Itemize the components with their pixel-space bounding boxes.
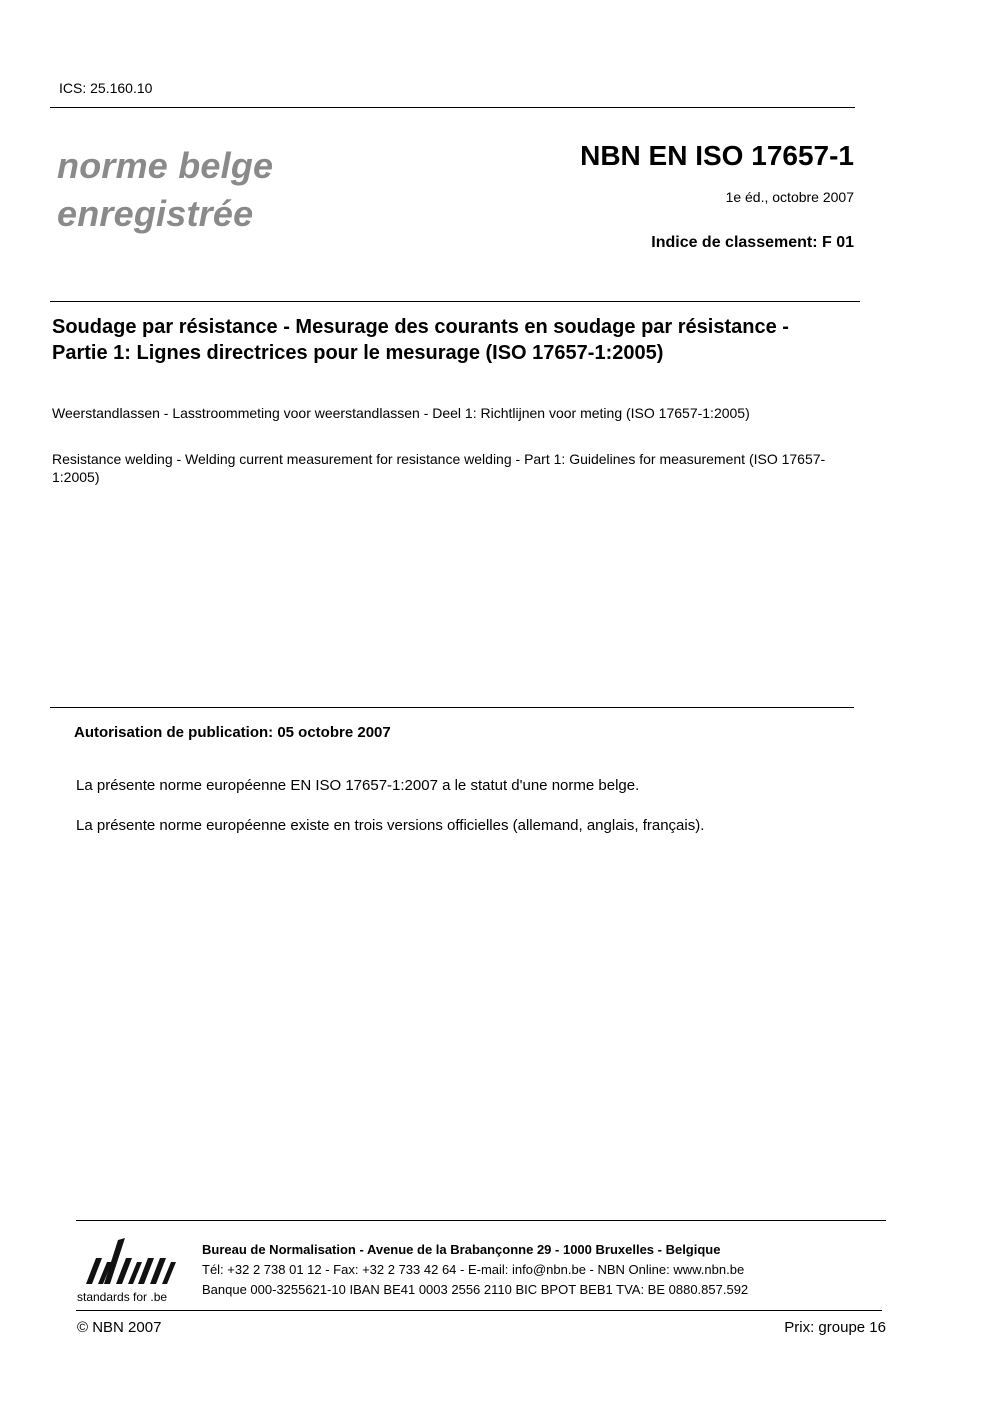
copyright: © NBN 2007 (77, 1319, 162, 1336)
footer-divider (76, 1220, 886, 1221)
title-dutch: Weerstandlassen - Lasstroommeting voor weerstandlassen - Deel 1: Richtlijnen voor meting (ISO 17657-1:2005) (52, 405, 750, 421)
title-divider (50, 301, 860, 302)
authorisation-divider (50, 707, 854, 708)
edition-date: 1e éd., octobre 2007 (725, 189, 854, 205)
publication-authorisation: Autorisation de publication: 05 octobre 2007 (74, 724, 391, 741)
price-group: Prix: groupe 16 (784, 1319, 886, 1336)
standard-number: NBN EN ISO 17657-1 (580, 140, 854, 171)
versions-paragraph: La présente norme européenne existe en trois versions officielles (allemand, anglais, français). (76, 817, 705, 834)
brand-line-1: norme belge (57, 145, 274, 186)
brand-line-2: enregistrée (57, 193, 254, 234)
bank-details: Banque 000-3255621-10 IBAN BE41 0003 2556 2110 BIC BPOT BEB1 TVA: BE 0880.857.592 (202, 1282, 749, 1297)
logo-tagline: standards for .be (77, 1290, 168, 1304)
contact-details: Tél: +32 2 738 01 12 - Fax: +32 2 733 42 64 - E-mail: info@nbn.be - NBN Online: www.nbn.be (202, 1262, 745, 1277)
bottom-divider (76, 1310, 882, 1311)
classification-index: Indice de classement: F 01 (651, 234, 854, 251)
title-french: Soudage par résistance - Mesurage des courants en soudage par résistance - Partie 1: Lignes directrices pour le mesurage (ISO 17657-1:2005) (52, 316, 789, 364)
title-english: Resistance welding - Welding current measurement for resistance welding - Part 1: Guidelines for measurement (ISO 17657-1:2005) (52, 451, 826, 485)
bureau-address: Bureau de Normalisation - Avenue de la Brabançonne 29 - 1000 Bruxelles - Belgique (202, 1242, 721, 1257)
header-divider (50, 107, 855, 108)
status-paragraph: La présente norme européenne EN ISO 17657-1:2007 a le statut d'une norme belge. (76, 777, 640, 794)
brand-heading (57, 142, 273, 238)
ics-code: ICS: 25.160.10 (59, 80, 153, 96)
